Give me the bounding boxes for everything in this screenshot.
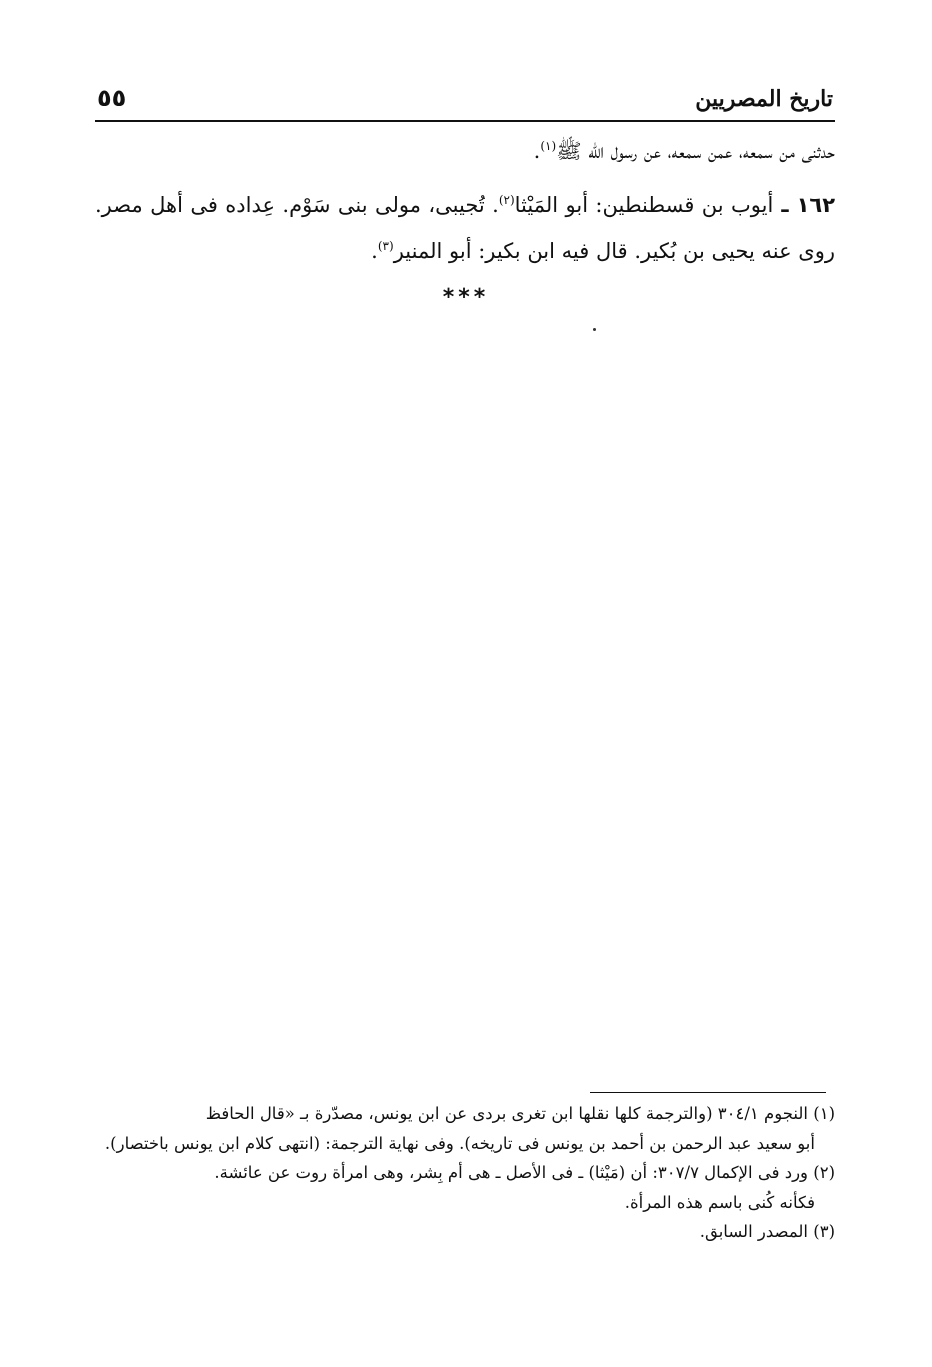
entry-text-2: . تُجيبى، مولى بنى سَوْم. عِداده فى أهل مصر. روى عنه يحيى بن بُكير. قال فيه ابن بكير: أبو المنير xyxy=(95,193,835,263)
running-title: تاريخ المصريين xyxy=(695,86,833,112)
footnote-2-rest: فكأنه كُنى باسم هذه المرأة. xyxy=(624,1192,815,1212)
footnote-rule xyxy=(590,1092,826,1093)
footnote-1-rest: أبو سعيد عبد الرحمن بن أحمد بن يونس فى تاريخه). وفى نهاية الترجمة: (انتهى كلام ابن يونس باختصار). xyxy=(104,1133,815,1153)
footnote-ref-3: (٣) xyxy=(377,239,394,253)
footnote-3-first: (٣) المصدر السابق. xyxy=(699,1222,835,1241)
entry-text-1: أيوب بن قسطنطين: أبو المَيْثا xyxy=(514,193,774,217)
footnotes xyxy=(95,1099,835,1247)
ink-speck xyxy=(593,328,596,331)
page-number: ٥٥ xyxy=(97,84,127,112)
footnote-2 xyxy=(95,1158,835,1217)
footnote-1 xyxy=(95,1099,835,1158)
footnote-1-first: (١) النجوم ٣٠٤/١ (والترجمة كلها نقلها ابن تغرى بردى عن ابن يونس، مصدّرة بـ «قال الحافظ xyxy=(205,1104,835,1123)
footnote-ref-1: (١) xyxy=(540,139,557,153)
entry-number: ١٦٢ xyxy=(796,193,836,217)
biography-entry xyxy=(95,182,835,274)
footnote-ref-2: (٢) xyxy=(498,193,515,207)
footnote-2-first: (٢) ورد فى الإكمال ٣٠٧/٧: أن (مَيْثا) ـ فى الأصل ـ هى أم بِشر، وهى امرأة روت عن عائشة. xyxy=(214,1163,835,1182)
entry-text-3: . xyxy=(371,239,378,263)
entry-dash: ـ xyxy=(773,193,797,217)
section-separator: *** xyxy=(442,285,490,310)
page-header xyxy=(95,82,835,122)
footnote-3 xyxy=(95,1217,835,1247)
main-text xyxy=(95,128,835,274)
continuation-text: حدثنى من سمعه، عمن سمعه، عن رسول الله ﷺ xyxy=(556,139,835,163)
continuation-end: . xyxy=(533,139,541,163)
continuation-line xyxy=(95,128,835,174)
